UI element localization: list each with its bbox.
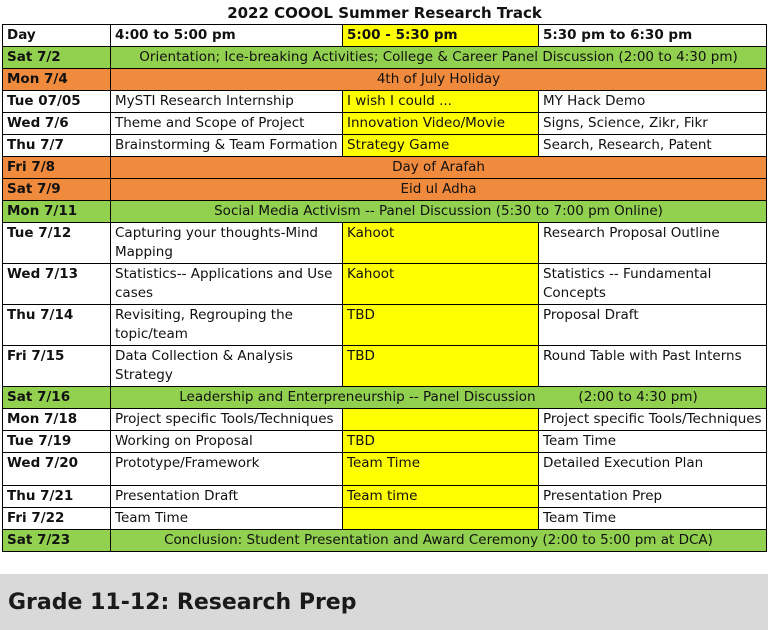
table-row [3,530,767,552]
row-day: Mon 7/4 [3,69,111,91]
row-slot-3: Detailed Execution Plan [539,453,767,486]
table-row [3,179,767,201]
row-slot-1: MySTI Research Internship [111,91,343,113]
table-row [3,431,767,453]
row-day: Sat 7/2 [3,47,111,69]
row-slot-3: Search, Research, Patent [539,135,767,157]
table-row [3,508,767,530]
row-slot-2: Team time [343,486,539,508]
table-row [3,305,767,346]
table-row [3,486,767,508]
row-day: Sat 7/16 [3,387,111,409]
schedule-title: 2022 COOOL Summer Research Track [227,4,542,22]
row-slot-1: Working on Proposal [111,431,343,453]
row-day: Thu 7/14 [3,305,111,346]
row-day: Sat 7/23 [3,530,111,552]
header-slot-2: 5:00 - 5:30 pm [343,25,539,47]
grade-caption: Grade 11-12: Research Prep [8,590,357,615]
row-slot-2 [343,508,539,530]
row-slot-3: Presentation Prep [539,486,767,508]
row-slot-3: Proposal Draft [539,305,767,346]
header-day: Day [3,25,111,47]
row-day: Mon 7/18 [3,409,111,431]
row-slot-1: Prototype/Framework [111,453,343,486]
row-event: Orientation; Ice-breaking Activities; College & Career Panel Discussion (2:00 to 4:30 pm) [111,47,767,69]
row-day: Wed 7/20 [3,453,111,486]
row-day: Mon 7/11 [3,201,111,223]
row-event: Eid ul Adha [111,179,767,201]
table-row [3,201,767,223]
row-day: Fri 7/15 [3,346,111,387]
row-slot-1: Theme and Scope of Project [111,113,343,135]
table-row [3,453,767,486]
row-slot-2: Kahoot [343,264,539,305]
table-row [3,264,767,305]
row-slot-2: Strategy Game [343,135,539,157]
schedule-table [2,2,767,552]
row-slot-2: TBD [343,431,539,453]
row-day: Fri 7/8 [3,157,111,179]
row-slot-3: Statistics -- Fundamental Concepts [539,264,767,305]
row-slot-2: Kahoot [343,223,539,264]
row-day: Thu 7/7 [3,135,111,157]
row-event: Social Media Activism -- Panel Discussion (5:30 to 7:00 pm Online) [111,201,767,223]
row-event: 4th of July Holiday [111,69,767,91]
row-day: Sat 7/9 [3,179,111,201]
row-slot-3: Signs, Science, Zikr, Fikr [539,113,767,135]
table-row [3,409,767,431]
table-row [3,157,767,179]
row-slot-3: Research Proposal Outline [539,223,767,264]
row-day: Thu 7/21 [3,486,111,508]
row-day: Tue 7/12 [3,223,111,264]
header-slot-3: 5:30 pm to 6:30 pm [539,25,767,47]
table-row [3,346,767,387]
row-slot-2: I wish I could ... [343,91,539,113]
table-row [3,223,767,264]
row-slot-2: Team Time [343,453,539,486]
title-row [3,2,767,25]
row-day: Wed 7/6 [3,113,111,135]
row-slot-1: Brainstorming & Team Formation [111,135,343,157]
table-row [3,47,767,69]
row-day: Tue 7/19 [3,431,111,453]
row-slot-1: Statistics-- Applications and Use cases [111,264,343,305]
table-row [3,91,767,113]
row-slot-2: TBD [343,305,539,346]
table-row [3,69,767,91]
row-slot-3: Round Table with Past Interns [539,346,767,387]
row-slot-3: Team Time [539,431,767,453]
row-slot-2: Innovation Video/Movie [343,113,539,135]
row-event: Conclusion: Student Presentation and Award Ceremony (2:00 to 5:00 pm at DCA) [111,530,767,552]
table-row [3,387,767,409]
row-slot-3: Project specific Tools/Techniques [539,409,767,431]
row-slot-2 [343,409,539,431]
table-row [3,135,767,157]
header-row [3,25,767,47]
row-slot-1: Project specific Tools/Techniques [111,409,343,431]
row-slot-1: Presentation Draft [111,486,343,508]
row-event: Day of Arafah [111,157,767,179]
row-slot-1: Team Time [111,508,343,530]
row-day: Tue 07/05 [3,91,111,113]
row-slot-1: Data Collection & Analysis Strategy [111,346,343,387]
row-slot-1: Revisiting, Regrouping the topic/team [111,305,343,346]
row-slot-1: Capturing your thoughts-Mind Mapping [111,223,343,264]
row-slot-2: TBD [343,346,539,387]
row-day: Fri 7/22 [3,508,111,530]
row-event: Leadership and Enterpreneurship -- Panel Discussion (2:00 to 4:30 pm) [111,387,767,409]
row-slot-3: Team Time [539,508,767,530]
row-slot-3: MY Hack Demo [539,91,767,113]
header-slot-1: 4:00 to 5:00 pm [111,25,343,47]
row-day: Wed 7/13 [3,264,111,305]
table-row [3,113,767,135]
